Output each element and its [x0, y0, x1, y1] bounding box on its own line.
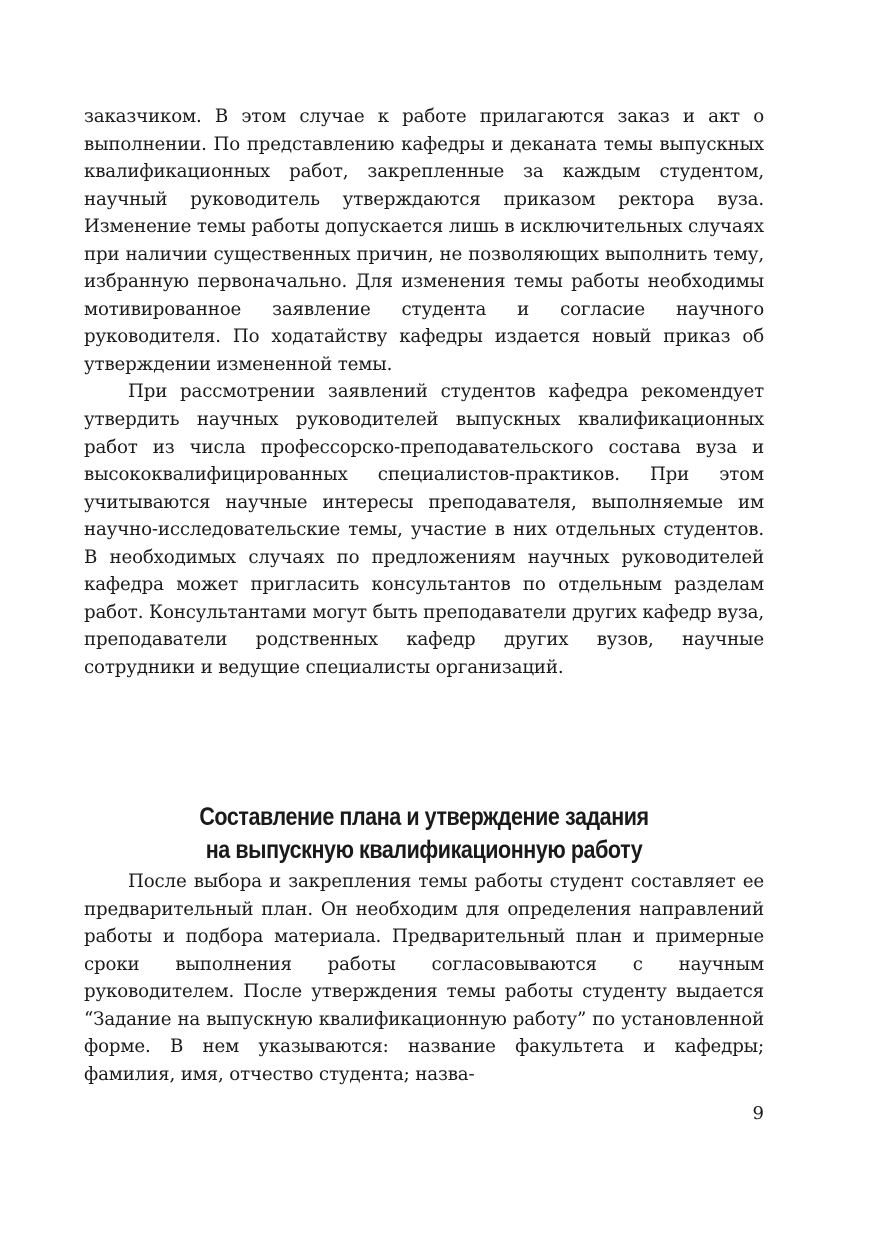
- section-heading: [132, 801, 717, 867]
- section-heading-line-2: на выпускную квалификационную работу: [205, 835, 643, 864]
- continuation-paragraph: заказчиком. В этом случае к работе прилагаются заказ и акт о выполнении. По представлению кафедры и деканата темы выпускных квалификационных работ, закрепленные за каждым студентом, научный руководитель утверждаются приказом ректора вуза. Изменение темы работы допускается лишь в исключительных случаях при наличии существенных причин, не позволяющих выполнить тему, избранную первоначально. Для изменения темы работы необходимы мотивированное заявление студента и согласие научного руководителя. По ходатайству кафедры издается новый приказ об утверждении измененной темы.: [84, 106, 764, 375]
- supervisors-paragraph: При рассмотрении заявлений студентов кафедра рекомендует утвердить научных руководителей выпускных квалификационных работ из числа профессорско-преподавательского состава вуза и высококвалифицированных специалистов-практиков. При этом учитываются научные интересы преподавателя, выполняемые им научно-исследовательские темы, участие в них отдельных студентов. В необходимых случаях по предложениям научных руководителей кафедра может пригласить консультантов по отдельным разделам работ. Консультантами могут быть преподаватели других кафедр вуза, преподаватели родственных кафедр других вузов, научные сотрудники и ведущие специалисты организаций.: [84, 381, 764, 678]
- plan-paragraph: После выбора и закрепления темы работы студент составляет ее предварительный план. Он необходим для определения направлений работы и подбора материала. Предварительный план и примерные сроки выполнения работы согласовываются с научным руководителем. После утверждения темы работы студенту выдается “Задание на выпускную квалификационную работу” по установленной форме. В нем указываются: название факультета и кафедры; фамилия, имя, отчество студента; назва-: [84, 871, 764, 1085]
- text-block-bottom: [84, 868, 764, 1088]
- page-number: 9: [752, 1103, 764, 1124]
- section-heading-line-1: Составление плана и утверждение задания: [199, 802, 649, 831]
- text-block-top: [84, 103, 764, 681]
